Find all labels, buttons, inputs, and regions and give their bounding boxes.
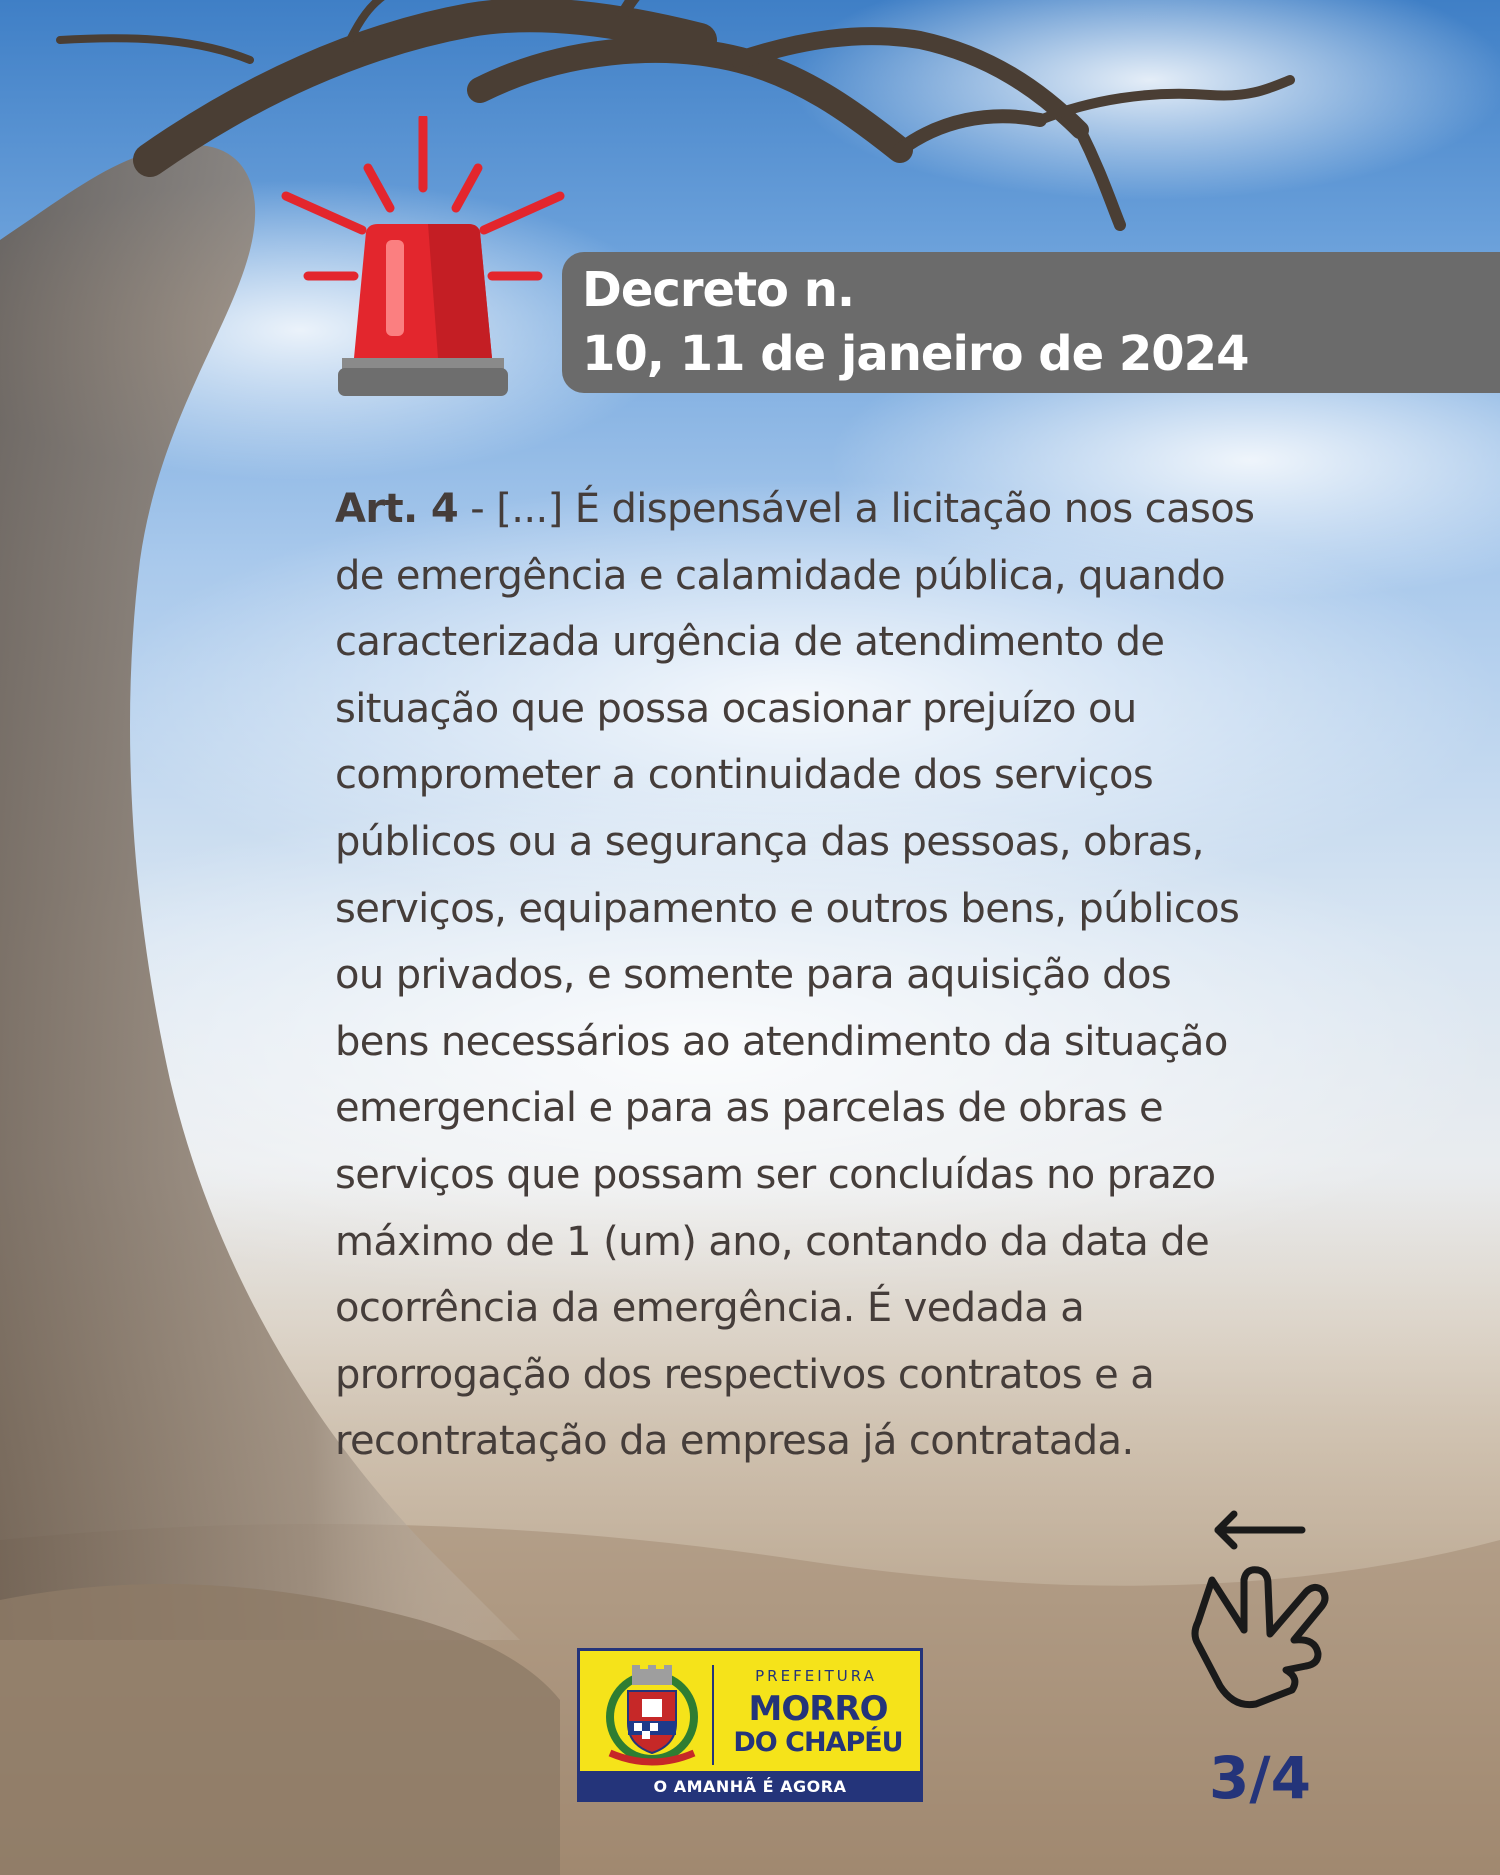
article-line: prorrogação dos respectivos contratos e a (335, 1351, 1155, 1398)
article-line: públicos ou a segurança das pessoas, obras, (335, 818, 1204, 865)
article-line: Art. 4 - [...] É dispensável a licitação nos casos (335, 486, 1255, 532)
logo-slogan: O AMANHÃ É AGORA (580, 1771, 920, 1802)
logo-name-line2: DO CHAPÉU (733, 1727, 903, 1758)
logo-prefix: PREFEITURA (755, 1667, 877, 1685)
logo-name-line1: MORRO (748, 1689, 888, 1729)
article-line: ocorrência da emergência. É vedada a (335, 1285, 1085, 1332)
article-line: de emergência e calamidade pública, quando (335, 552, 1226, 599)
municipal-coat-of-arms-icon (598, 1661, 706, 1769)
article-line: serviços, equipamento e outros bens, públicos (335, 885, 1240, 932)
article-line: comprometer a continuidade dos serviços (335, 752, 1154, 799)
decree-date: 10, 11 de janeiro de 2024 (582, 326, 1249, 382)
article-line: bens necessários ao atendimento da situação (335, 1018, 1228, 1065)
article-line: recontratação da empresa já contratada. (335, 1418, 1134, 1465)
prefeitura-logo (577, 1648, 923, 1802)
article-text (335, 476, 1455, 1475)
logo-divider (712, 1665, 714, 1765)
article-line: serviços que possam ser concluídas no prazo (335, 1151, 1216, 1198)
decree-title: Decreto n. (582, 262, 855, 318)
article-line: ou privados, e somente para aquisição dos (335, 952, 1172, 999)
article-label: Art. 4 (335, 486, 459, 532)
swipe-left-hand-icon[interactable] (1190, 1510, 1340, 1710)
article-line: emergencial e para as parcelas de obras e (335, 1085, 1164, 1132)
article-line: máximo de 1 (um) ano, contando da data de (335, 1218, 1210, 1265)
page-indicator: 3/4 (1209, 1744, 1311, 1812)
article-line: caracterizada urgência de atendimento de (335, 619, 1165, 666)
siren-icon (278, 116, 568, 402)
article-line: situação que possa ocasionar prejuízo ou (335, 685, 1137, 732)
